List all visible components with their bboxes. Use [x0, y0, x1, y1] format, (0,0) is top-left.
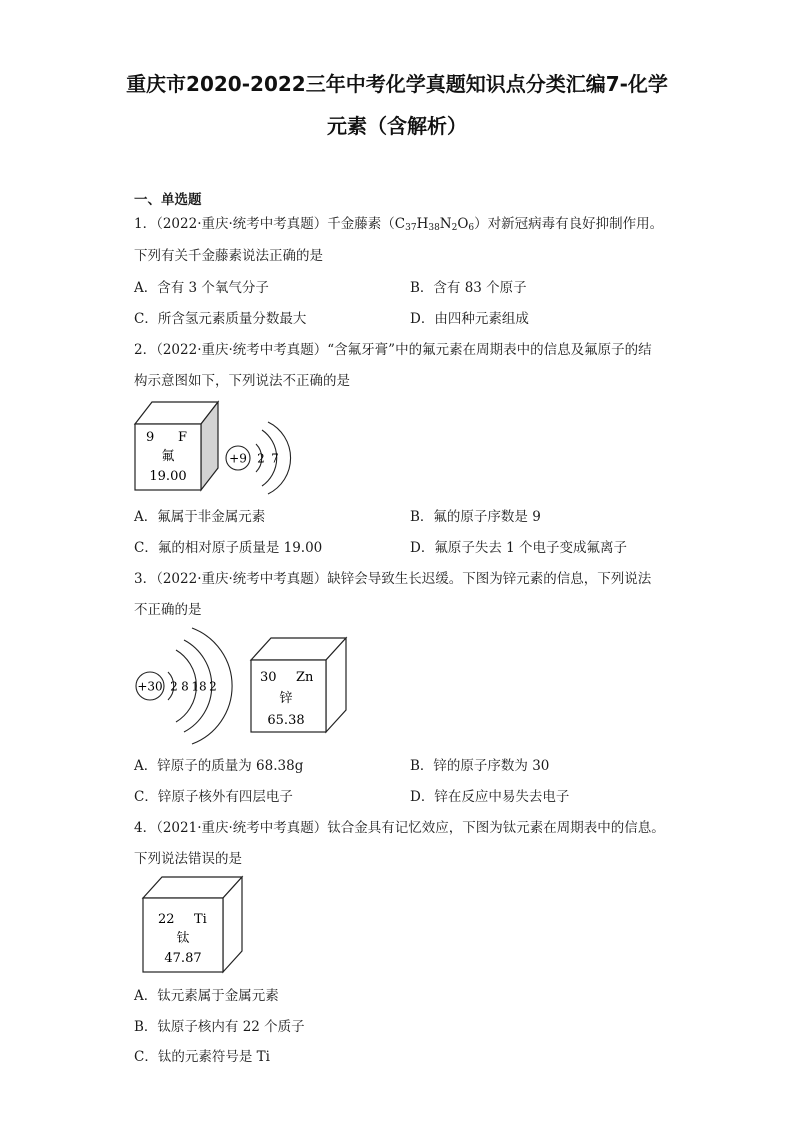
q1-option-a: A．含有 3 个氧气分子 [134, 280, 269, 296]
q2-figure [128, 396, 298, 496]
zinc-atom-diagram [136, 628, 232, 744]
formula-o: O [457, 216, 469, 232]
formula-sub: 6 [468, 223, 475, 233]
formula-sub: 2 [451, 223, 458, 233]
q4-figure [138, 874, 258, 978]
formula-sub: 38 [428, 223, 440, 233]
fluorine-atom-diagram [226, 422, 291, 494]
shell-electrons: 2 [170, 679, 178, 694]
shell-electrons: 2 [257, 451, 265, 466]
q2-option-b: B．氟的原子序数是 9 [410, 509, 541, 525]
nucleus-charge: +9 [229, 451, 247, 466]
q2-option-a: A．氟属于非金属元素 [134, 509, 266, 525]
q2-stem-line-2: 构示意图如下，下列说法不正确的是 [134, 373, 350, 389]
q4-stem-line-2: 下列说法错误的是 [134, 851, 242, 867]
formula-sub: 37 [405, 223, 417, 233]
shell-electrons: 2 [209, 679, 217, 694]
atomic-number: 22 [158, 912, 175, 927]
q1-option-c: C．所含氢元素质量分数最大 [134, 311, 307, 327]
q3-stem-line-1: 3．（2022·重庆·统考中考真题）缺锌会导致生长迟缓。下图为锌元素的信息，下列说法 [134, 571, 652, 587]
q1-tail: ）对新冠病毒有良好抑制作用。 [474, 216, 664, 232]
shell-electrons: 18 [191, 679, 207, 694]
q4-option-a: A．钛元素属于金属元素 [134, 988, 279, 1004]
atomic-mass: 65.38 [267, 713, 305, 728]
q1-lead: 1．（2022·重庆·统考中考真题）千金藤素（C [134, 216, 406, 232]
q2-option-d: D．氟原子失去 1 个电子变成氟离子 [410, 540, 627, 556]
q2-stem-line-1: 2．（2022·重庆·统考中考真题）“含氟牙膏”中的氟元素在周期表中的信息及氟原子的结 [134, 342, 652, 358]
section-heading: 一、单选题 [134, 192, 202, 208]
formula-n: N [439, 216, 452, 232]
atomic-mass: 19.00 [149, 469, 187, 484]
q2-option-c: C．氟的相对原子质量是 19.00 [134, 540, 323, 556]
q1-stem-line-2: 下列有关千金藤素说法正确的是 [134, 248, 323, 264]
nucleus-charge: +30 [137, 679, 163, 694]
q3-figure [128, 622, 358, 746]
shell-electrons: 7 [271, 451, 279, 466]
element-name: 钛 [176, 931, 190, 946]
formula-h: H [416, 216, 429, 232]
element-name: 锌 [279, 691, 293, 706]
atomic-number: 30 [260, 670, 277, 685]
q3-option-d: D．锌在反应中易失去电子 [410, 789, 570, 805]
zinc-element-box [251, 638, 346, 732]
q1-option-b: B．含有 83 个原子 [410, 280, 527, 296]
document-title-line-1: 重庆市2020-2022三年中考化学真题知识点分类汇编7-化学 [126, 72, 668, 96]
fluorine-element-box [135, 402, 218, 490]
q3-option-b: B．锌的原子序数为 30 [410, 758, 550, 774]
q3-option-a: A．锌原子的质量为 68.38g [134, 758, 304, 774]
atomic-mass: 47.87 [164, 951, 202, 966]
q1-option-d: D．由四种元素组成 [410, 311, 529, 327]
element-symbol: F [178, 430, 188, 445]
q4-option-c: C．钛的元素符号是 Ti [134, 1049, 270, 1065]
titanium-element-box [143, 877, 242, 972]
element-name: 氟 [161, 449, 175, 464]
element-symbol: Zn [296, 670, 314, 685]
shell-electrons: 8 [181, 679, 189, 694]
q4-option-b: B．钛原子核内有 22 个质子 [134, 1019, 305, 1035]
document-title-line-2: 元素（含解析） [327, 114, 467, 138]
element-symbol: Ti [194, 912, 207, 927]
q3-option-c: C．锌原子核外有四层电子 [134, 789, 293, 805]
atomic-number: 9 [146, 430, 155, 445]
q4-stem-line-1: 4．（2021·重庆·统考中考真题）钛合金具有记忆效应，下图为钛元素在周期表中的信息。 [134, 820, 665, 836]
q1-stem-line-1 [134, 212, 663, 233]
q3-stem-line-2: 不正确的是 [134, 602, 202, 618]
